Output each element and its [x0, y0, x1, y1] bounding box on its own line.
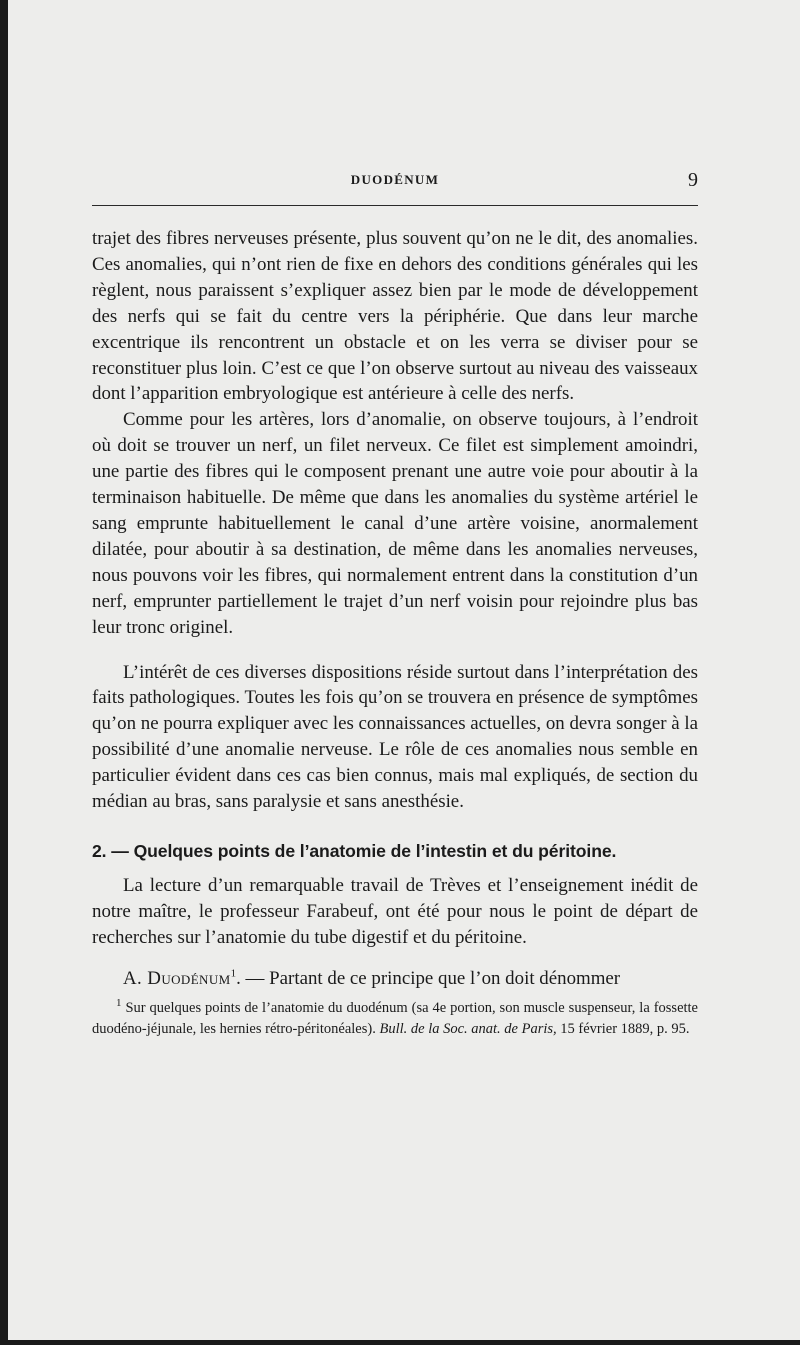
- book-page: [8, 0, 800, 1340]
- footnote-text: Sur quelques points de l’anatomie du duodénum (sa 4e portion, son muscle suspenseur, la fossette duodéno-jéjunale, les hernies rétro-péritonéales).: [92, 999, 698, 1037]
- footnote-mark: 1: [116, 996, 122, 1009]
- page-header: [92, 170, 698, 194]
- paragraph-3: L’intérêt de ces diverses dispositions réside surtout dans l’interprétation des faits pathologiques. Toutes les fois qu’on se trouvera en présence de symptômes qu’on ne pourra expliquer avec les connaissances actuelles, on devra songer à la possibilité d’une anomalie nerveuse. Le rôle de ces anomalies nous semble en particulier évident dans ces cas bien connus, mais mal expliqués, de section du médian au bras, sans paralysie et sans anesthésie.: [92, 661, 698, 813]
- footnote-date: 15 février 1889, p. 95.: [560, 1020, 690, 1037]
- header-rule: [92, 205, 698, 206]
- footnote-ref: 1: [230, 967, 237, 980]
- section-title: Quelques points de l’anatomie de l’intestin et du péritoine.: [133, 840, 617, 861]
- footnote-journal: Bull. de la Soc. anat. de Paris,: [379, 1020, 557, 1037]
- subsection-title: A. Duodénum: [123, 967, 231, 989]
- page-number: 9: [688, 169, 698, 191]
- section-number: 2. —: [92, 840, 129, 861]
- footnote-1: [92, 998, 698, 1040]
- page-body: [92, 226, 698, 1040]
- paragraph-5-text: . — Partant de ce principe que l’on doit dénommer: [236, 967, 621, 989]
- paragraph-4: La lecture d’un remarquable travail de Trèves et l’enseignement inédit de notre maître, le professeur Farabeuf, ont été pour nous le point de départ de recherches sur l’anatomie du tube digestif et du péritoine.: [92, 874, 698, 948]
- paragraph-1: trajet des fibres nerveuses présente, plus souvent qu’on ne le dit, des anomalies. Ces anomalies, qui n’ont rien de fixe en dehors des conditions générales qui les règlent, nous paraissent s’expliquer assez bien par le mode de développement des nerfs qui se fait du centre vers la périphérie. Que dans leur marche excentrique ils rencontrent un obstacle et on les verra se diviser pour se reconstituer plus loin. C’est ce que l’on observe surtout au niveau des vaisseaux dont l’apparition embryologique est antérieure à celle des nerfs.: [92, 228, 698, 405]
- paragraph-2: Comme pour les artères, lors d’anomalie, on observe toujours, à l’endroit où doit se trouver un nerf, un filet nerveux. Ce filet est simplement amoindri, une partie des fibres qui le composent prenant une autre voie pour aboutir à la terminaison habituelle. De même que dans les anomalies du système artériel le sang emprunte habituellement le canal d’une artère voisine, anormalement dilatée, pour aboutir à sa destination, de même dans les anomalies nerveuses, nous pouvons voir les fibres, qui normalement entrent dans la constitution d’un nerf, emprunter partiellement le trajet d’un nerf voisin pour rejoindre plus bas leur tronc originel.: [92, 409, 698, 638]
- running-title: DUODÉNUM: [350, 172, 440, 187]
- paragraph-5: [92, 966, 698, 992]
- footnotes: [92, 998, 698, 1040]
- section-heading: [92, 839, 698, 863]
